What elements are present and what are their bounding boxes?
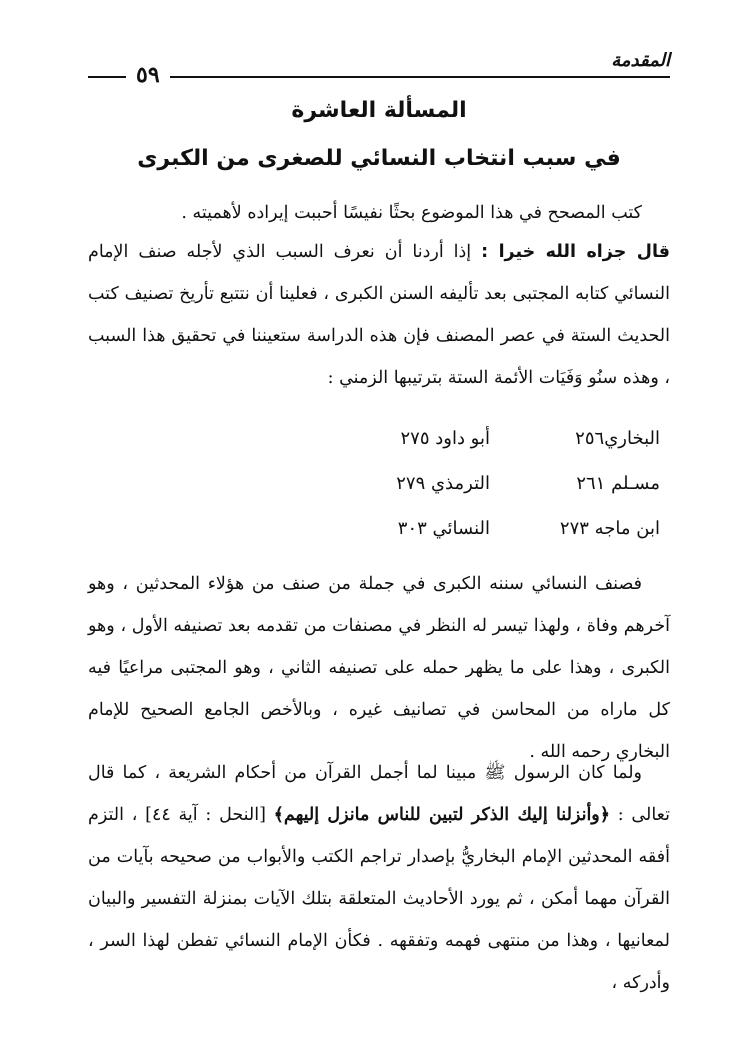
paragraph-text: ولما كان الرسول ﷺ مبينا لما أجمل القرآن من أحكام الشريعة ، كما قال تعالى :: [88, 763, 670, 825]
speaker-phrase: قال جزاه الله خيرا :: [481, 242, 670, 262]
chapter-name: المقدمة: [611, 50, 670, 71]
section-subtitle: في سبب انتخاب النسائي للصغرى من الكبرى: [137, 146, 621, 171]
body-paragraph: [88, 752, 670, 1004]
table-row: [340, 461, 660, 506]
imam-entry: ابن ماجه ٢٧٣: [559, 518, 660, 539]
running-header: [88, 50, 670, 90]
death-years-table: [340, 416, 660, 551]
header-rule: [88, 76, 670, 78]
table-row: [340, 506, 660, 551]
imam-entry: أبو داود ٢٧٥: [400, 428, 490, 449]
body-paragraph: فصنف النسائي سننه الكبرى في جملة من صنف من هؤلاء المحدثين ، وهو آخرهم وفاة ، ولهذا تيسر له النظر في مصنفات من تقدمه بعد تصنيفه الأول ، وهو الكبرى ، وهذا على ما يظهر حمله على تصنيفه الثاني ، وهو المجتبى مراعيًا فيه كل ماراه من المحاسن في تصانيف غيره ، وبالأخص الجامع الصحيح للإمام البخاري رحمه الله .: [88, 574, 670, 762]
intro-paragraph: كتب المصحح في هذا الموضوع بحثًا نفيسًا أحببت إيراده لأهميته .: [181, 203, 642, 223]
table-row: [340, 416, 660, 461]
quote-text: إذا أردنا أن نعرف السبب الذي لأجله صنف الإمام النسائي كتابه المجتبى بعد تأليفه السنن الكبرى ، فعلينا أن نتتبع تأريخ تصنيف كتب الحديث الستة في عصر المصنف فإن هذه الدراسة ستعيننا في تحقيق هذا السبب ، وهذه سنُو وَفَيَات الأئمة الستة بترتيبها الزمني :: [88, 242, 670, 388]
quran-verse: ﴿وأنزلنا إليك الذكر لتبين للناس مانزل إليهم﴾: [273, 805, 611, 825]
imam-entry: البخاري٢٥٦: [575, 428, 660, 449]
imam-entry: الترمذي ٢٧٩: [396, 473, 490, 494]
quote-paragraph: [88, 231, 670, 399]
section-title: المسألة العاشرة: [291, 98, 467, 123]
page-number: ٥٩: [126, 62, 170, 88]
imam-entry: مسـلم ٢٦١: [576, 473, 660, 494]
paragraph-text: [النحل : آية ٤٤] ، التزم أفقه المحدثين الإمام البخاريُّ بإصدار تراجم الكتب والأبواب من صحيحه بآيات من القرآن مهما أمكن ، ثم يورد الأحاديث المتعلقة بتلك الآيات بمنزلة التفسير والبيان لمعانيها ، وهذا من منتهى فهمه وتفقهه . فكأن الإمام النسائي تفطن لهذا السر ، وأدركه ،: [88, 805, 670, 993]
imam-entry: النسائي ٣٠٣: [397, 518, 490, 539]
